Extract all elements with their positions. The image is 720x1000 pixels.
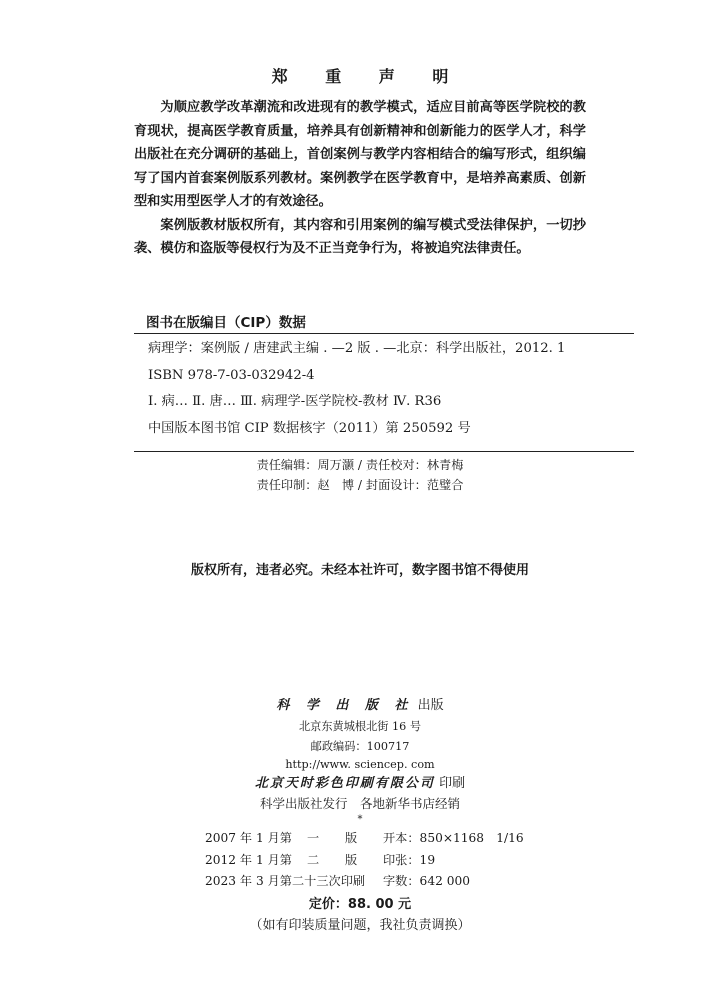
publisher-address: 北京东黄城根北街 16 号 xyxy=(298,720,422,733)
edition-date: 2023 年 3 月第二十三次印刷 xyxy=(205,874,366,888)
declaration-title: 郑 重 声 明 xyxy=(271,67,465,86)
copyright-notice: 版权所有，违者必究。未经本社许可，数字图书馆不得使用 xyxy=(190,563,529,578)
price: 定价：88. 00 元 xyxy=(308,897,412,912)
edition-date: 2012 年 1 月第 xyxy=(205,853,292,867)
separator-star: * xyxy=(357,814,363,825)
declaration-body xyxy=(134,96,586,261)
cip-top-rule xyxy=(134,333,634,334)
publisher-publish-word: 出版 xyxy=(417,698,444,713)
publisher-name: 科 学 出 版 社 xyxy=(276,698,414,713)
declaration-paragraph-2: 案例版教材版权所有，其内容和引用案例的编写模式受法律保护，一切抄袭、模仿和盗版等侵权行为及不正当竞争行为，将被追究法律责任。 xyxy=(134,217,586,256)
printer-line xyxy=(0,772,720,791)
publisher-postcode: 邮政编码：100717 xyxy=(310,740,410,753)
editors-line-2: 责任印制：赵 博 / 封面设计：范璧合 xyxy=(256,478,464,492)
cip-line-isbn: ISBN 978-7-03-032942-4 xyxy=(148,367,315,383)
cip-block xyxy=(148,339,628,445)
cip-title: 图书在版编目（CIP）数据 xyxy=(146,315,306,331)
edition-label: 版 xyxy=(345,853,358,867)
cip-line-title: 病理学：案例版 / 唐建武主编 . —2 版 . —北京：科学出版社，2012. 1 xyxy=(148,341,566,356)
edition-number: 二 xyxy=(307,853,320,867)
edition-spec: 开本：850×1168 1/16 xyxy=(383,831,524,845)
edition-spec: 字数：642 000 xyxy=(383,874,470,888)
cip-bottom-rule xyxy=(134,451,634,452)
cip-line-subjects: Ⅰ. 病… Ⅱ. 唐… Ⅲ. 病理学-医学院校-教材 Ⅳ. R36 xyxy=(148,394,442,409)
editors-line-1: 责任编辑：周万灏 / 责任校对：林青梅 xyxy=(256,458,464,472)
declaration-paragraph-1: 为顺应教学改革潮流和改进现有的教学模式，适应目前高等医学院校的教育现状，提高医学教育质量，培养具有创新精神和创新能力的医学人才，科学出版社在充分调研的基础上，首创案例与教学内容相结合的编写形式，组织编写了国内首套案例版系列教材。案例教学在医学教育中，是培养高素质、创新型和实用型医学人才的有效途径。 xyxy=(134,100,586,209)
distribution-line: 科学出版社发行 各地新华书店经销 xyxy=(259,796,460,811)
edition-spec: 印张：19 xyxy=(383,853,436,867)
printer-name: 北京天时彩色印刷有限公司 xyxy=(254,776,435,791)
quality-note: （如有印装质量问题，我社负责调换） xyxy=(249,918,471,933)
edition-label: 版 xyxy=(345,831,358,845)
cip-line-record: 中国版本图书馆 CIP 数据核字（2011）第 250592 号 xyxy=(148,420,471,436)
publisher-url: http://www. sciencep. com xyxy=(285,758,435,771)
edition-date: 2007 年 1 月第 xyxy=(205,831,292,845)
printer-print-word: 印刷 xyxy=(439,776,466,791)
publisher-line xyxy=(0,694,720,713)
edition-number: 一 xyxy=(307,831,320,845)
